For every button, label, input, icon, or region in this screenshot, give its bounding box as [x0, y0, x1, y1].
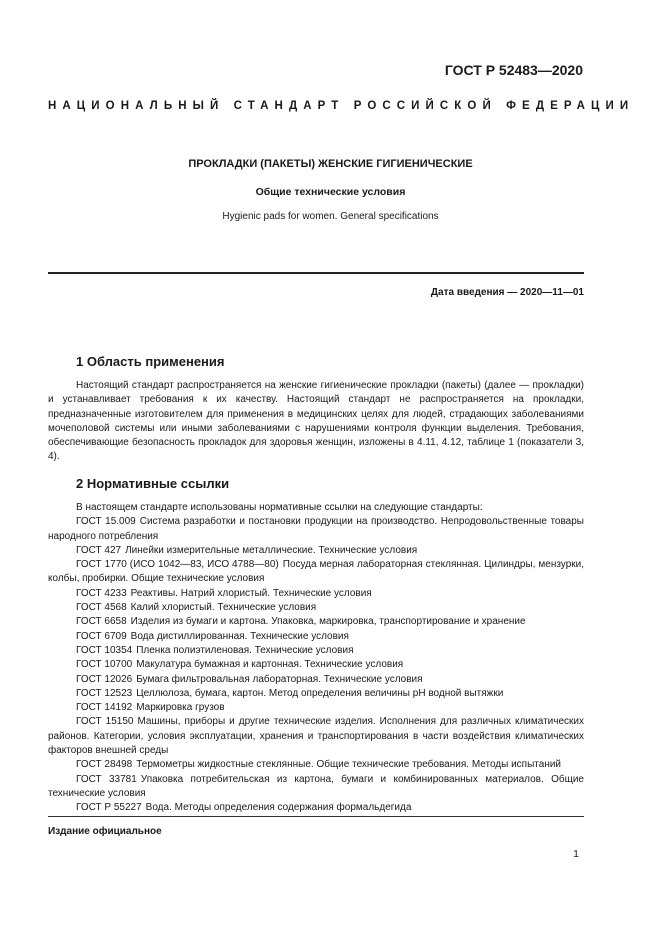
reference-item — [48, 658, 584, 672]
reference-text: Посуда мерная лабораторная стеклянная. Цилиндры, мензурки, колбы, пробирки. Общие технические условия — [48, 559, 584, 585]
reference-text: Термометры жидкостные стеклянные. Общие технические требования. Методы испытаний — [136, 759, 562, 771]
reference-code: ГОСТ 427 — [76, 544, 122, 556]
footer-divider — [48, 816, 584, 817]
reference-code: ГОСТ 33781 — [76, 773, 137, 785]
reference-code: ГОСТ 6658 — [76, 616, 127, 628]
section-heading: 2 Нормативные ссылки — [76, 476, 230, 491]
reference-item — [48, 515, 584, 544]
reference-text: Реактивы. Натрий хлористый. Технические условия — [130, 587, 372, 599]
reference-text: Бумага фильтровальная лабораторная. Технические условия — [136, 673, 423, 685]
reference-item — [48, 701, 584, 715]
reference-text: Калий хлористый. Технические условия — [130, 602, 317, 614]
reference-item — [48, 587, 584, 601]
reference-item — [48, 715, 584, 758]
reference-text: Вода дистиллированная. Технические условия — [130, 630, 349, 642]
section-heading: 1 Область применения — [76, 354, 225, 369]
document-title: ПРОКЛАДКИ (ПАКЕТЫ) ЖЕНСКИЕ ГИГИЕНИЧЕСКИЕ — [188, 158, 473, 170]
reference-code: ГОСТ Р 55227 — [76, 802, 142, 814]
reference-code: ГОСТ 12026 — [76, 673, 133, 685]
reference-text: Машины, приборы и другие технические изделия. Исполнения для различных климатических районов. Категории, условия эксплуатации, хранения и транспортирования в части воздействия климатических факторов внешней среды — [48, 716, 584, 757]
reference-item — [48, 687, 584, 701]
reference-text: Линейки измерительные металлические. Технические условия — [125, 544, 418, 556]
reference-item — [48, 644, 584, 658]
reference-text: Пленка полиэтиленовая. Технические условия — [136, 644, 354, 656]
reference-code: ГОСТ 14192 — [76, 702, 133, 714]
page-number: 1 — [573, 848, 579, 860]
reference-code: ГОСТ 1770 (ИСО 1042—83, ИСО 4788—80) — [76, 559, 279, 571]
reference-code: ГОСТ 12523 — [76, 687, 133, 699]
reference-code: ГОСТ 4568 — [76, 602, 127, 614]
reference-item — [48, 673, 584, 687]
section-paragraph: Настоящий стандарт распространяется на женские гигиенические прокладки (пакеты) (далее — прокладки) и устанавливает требования к их качеству. Настоящий стандарт не распространяется на прокладки, предназначенные изготовителем для применения в медицинских целях для людей, страдающих заболеваниями мочеполовой системы или иными заболеваниями с нарушениями контроля функции выделения. Требования, обеспечивающие безопасность прокладок для здоровья женщин, изложены в 4.11, 4.12, таблице 1 (показатели 3, 4). — [48, 380, 584, 463]
introduction-date: Дата введения — 2020—11—01 — [430, 287, 584, 298]
reference-text: Целлюлоза, бумага, картон. Метод определения величины pH водной вытяжки — [136, 687, 504, 699]
reference-code: ГОСТ 4233 — [76, 587, 127, 599]
reference-code: ГОСТ 10354 — [76, 644, 133, 656]
reference-text: Упаковка потребительская из картона, бумаги и комбинированных материалов. Общие технические условия — [48, 773, 584, 799]
reference-text: Система разработки и постановки продукции на производство. Непродовольственные товары народного потребления — [48, 516, 584, 542]
reference-item — [48, 544, 584, 558]
reference-text: Маркировка грузов — [136, 702, 225, 714]
reference-item — [48, 558, 584, 587]
reference-item — [48, 615, 584, 629]
reference-item — [48, 601, 584, 615]
header-divider — [48, 272, 584, 274]
section-scope — [48, 354, 584, 465]
reference-code: ГОСТ 10700 — [76, 659, 133, 671]
official-edition-label: Издание официальное — [48, 826, 162, 837]
reference-text: Макулатура бумажная и картонная. Технические условия — [136, 659, 404, 671]
standard-number: ГОСТ Р 52483—2020 — [444, 62, 583, 78]
reference-code: ГОСТ 6709 — [76, 630, 127, 642]
reference-code: ГОСТ 15.009 — [76, 516, 136, 528]
section-paragraph: В настоящем стандарте использованы нормативные ссылки на следующие стандарты: — [76, 502, 483, 513]
reference-item — [48, 801, 584, 815]
reference-item — [48, 758, 584, 772]
reference-text: Изделия из бумаги и картона. Упаковка, маркировка, транспортирование и хранение — [130, 616, 526, 628]
reference-item — [48, 773, 584, 802]
document-subtitle: Общие технические условия — [255, 186, 406, 198]
reference-item — [48, 630, 584, 644]
reference-text: Вода. Методы определения содержания формальдегида — [145, 802, 412, 814]
reference-code: ГОСТ 15150 — [76, 716, 134, 728]
reference-list — [48, 515, 584, 815]
reference-code: ГОСТ 28498 — [76, 759, 133, 771]
english-title: Hygienic pads for women. General specifications — [222, 211, 439, 222]
national-standard-banner: НАЦИОНАЛЬНЫЙ СТАНДАРТ РОССИЙСКОЙ ФЕДЕРАЦИИ — [48, 100, 635, 112]
section-normative-references — [48, 476, 584, 816]
